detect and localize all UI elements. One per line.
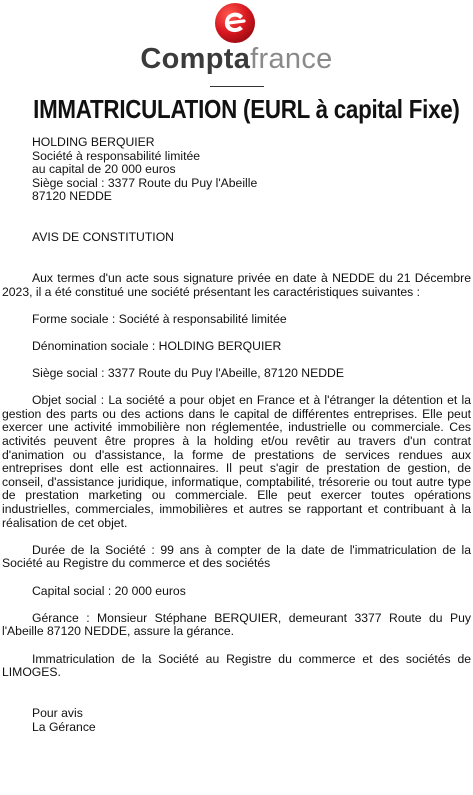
paragraph-duree-text: Durée de la Société : 99 ans à compter de la date de l'immatriculation de la Société au Registre du commerce et des sociétés — [2, 542, 471, 571]
legal-notice — [0, 136, 473, 734]
paragraph-forme: Forme sociale : Société à responsabilité limitée — [32, 311, 287, 326]
company-form: Société à responsabilité limitée — [32, 148, 201, 163]
company-capital: au capital de 20 000 euros — [32, 162, 176, 177]
closing-signature: La Gérance — [32, 719, 96, 734]
comptafrance-logo-icon — [214, 2, 256, 44]
page-title: IMMATRICULATION (EURL à capital Fixe) — [33, 94, 460, 124]
closing-pour-avis: Pour avis — [32, 705, 83, 720]
comptafrance-logo — [0, 0, 473, 82]
title-rule — [210, 86, 264, 87]
company-header — [0, 136, 473, 204]
company-address: Siège social : 3377 Route du Puy l'Abeille — [32, 175, 258, 190]
paragraph-gerance-text: Gérance : Monsieur Stéphane BERQUIER, demeurant 3377 Route du Puy l'Abeille 87120 NEDDE, assure la gérance. — [2, 610, 471, 639]
company-postcode: 87120 NEDDE — [32, 189, 112, 204]
notice-title: AVIS DE CONSTITUTION — [32, 230, 174, 245]
paragraph-gerance — [0, 612, 473, 639]
paragraph-intro — [0, 272, 473, 299]
paragraph-intro-text: Aux termes d'un acte sous signature privée en date à NEDDE du 21 Décembre 2023, il a été constitué une société présentant les caractéristiques suivantes : — [2, 270, 471, 299]
paragraph-objet — [0, 394, 473, 530]
company-name: HOLDING BERQUIER — [32, 135, 155, 149]
brand-bold: Compta — [140, 43, 251, 75]
brand-light: france — [250, 43, 333, 75]
paragraph-capital: Capital social : 20 000 euros — [32, 583, 186, 598]
paragraph-immatriculation — [0, 653, 473, 680]
paragraph-objet-text: Objet social : La société a pour objet en France et à l'étranger la détention et la gestion des parts ou des actions dans le capital de différentes entreprises. Elle peut exercer une activité immobilière non réglementée, industrielle ou commerciale. Ces activités peuvent être propres à la holding et/ou revêtir au travers d'un contrat d'animation ou d'assistance, la forme de prestations de services rendues aux entreprises dont elle est actionnaires. Il peut s'agir de prestation de gestion, de conseil, d'assistance juridique, informatique, comptabilité, trésorerie ou tout autre type de prestation marketing ou commerciale. Elle peut exercer toutes opérations industrielles, commerciales, immobilières et autres se rapportant et contribuant à la réalisation de cet objet. — [2, 393, 471, 530]
brand-wordmark — [0, 43, 473, 75]
paragraph-duree — [0, 544, 473, 571]
paragraph-siege: Siège social : 3377 Route du Puy l'Abeille, 87120 NEDDE — [32, 366, 344, 381]
paragraph-denomination: Dénomination sociale : HOLDING BERQUIER — [32, 338, 282, 353]
paragraph-immatriculation-text: Immatriculation de la Société au Registre du commerce et des sociétés de LIMOGES. — [2, 651, 471, 680]
